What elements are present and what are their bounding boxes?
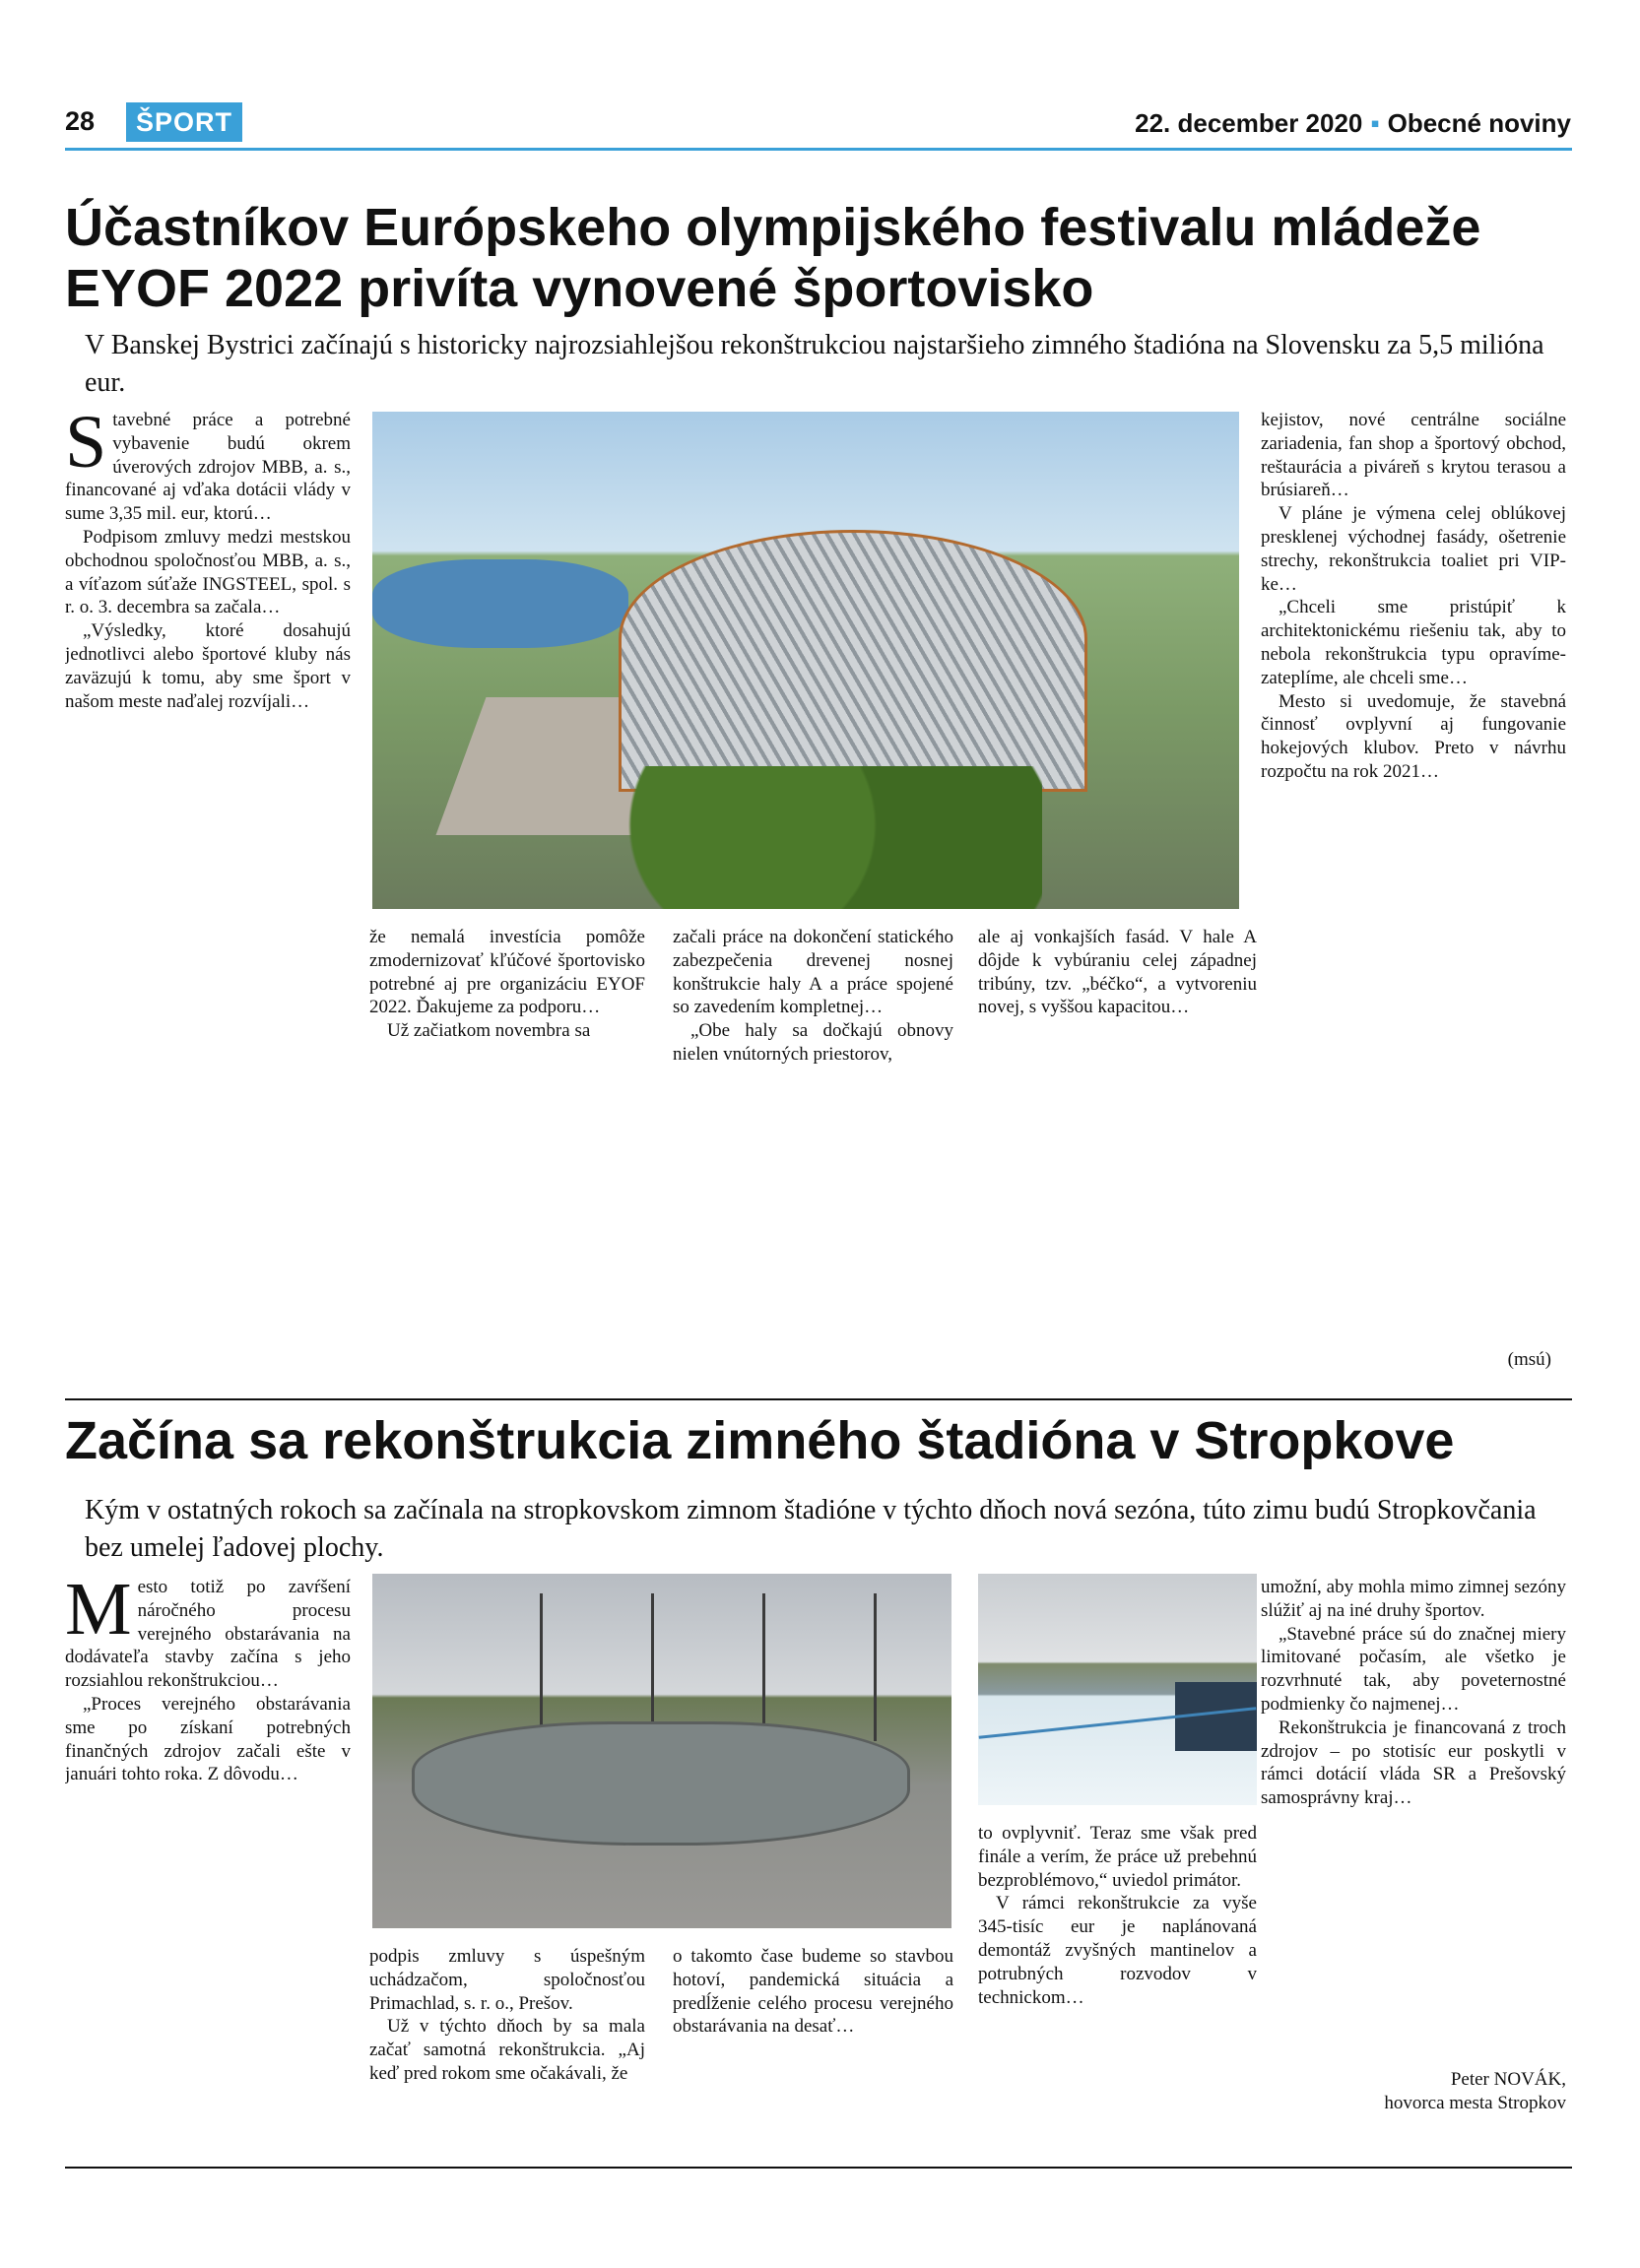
article2-col2-p2: Už v týchto dňoch by sa mala začať samotná rekonštrukcia. „Aj keď pred rokom sme očakávali, že: [369, 2016, 645, 2084]
article2-col2-p1: podpis zmluvy s úspešným uchádzačom, spoločnosťou Primachlad, s. r. o., Prešov.: [369, 1946, 645, 2014]
issue-date: 22. december 2020: [1135, 108, 1363, 138]
article1-col5-p3: „Chceli sme pristúpiť k architektonickému riešeniu tak, aby to nebola rekonštrukcia typu opravíme-zateplíme, ale chceli sme…: [1261, 597, 1566, 688]
article-divider: [65, 1398, 1572, 1400]
article2-author: [1261, 2068, 1566, 2115]
stadium-rink-photo: [372, 1574, 951, 1928]
issue-info: [1135, 108, 1571, 139]
article1-col5-p1: kejistov, nové centrálne sociálne zariadenia, fan shop a športový obchod, reštaurácia a piváreň s krytou terasou a brúsiareň…: [1261, 410, 1566, 501]
article1-col1-p3: „Výsledky, ktoré dosahujú jednotlivci alebo športové kluby nás zaväzujú k tomu, aby sme šport v našom meste naďalej rozvíjali…: [65, 620, 351, 712]
light-poles-shape: [431, 1593, 885, 1741]
article1-column-1: [65, 409, 351, 1403]
lake-shape: [372, 559, 628, 648]
trees-shape: [628, 766, 1042, 909]
article2-col5-p2: „Stavebné práce sú do značnej miery limitované počasím, ale všetko je rozvrhnuté tak, aby poveternostné podmienky čo najmenej…: [1261, 1623, 1566, 1715]
article1-col2-p2: Už začiatkom novembra sa: [387, 1020, 591, 1042]
article1-col3-p2: „Obe haly sa dočkajú obnovy nielen vnútorných priestorov,: [673, 1020, 953, 1065]
article1-col3-p1: začali práce na dokončení statického zabezpečenia drevenej nosnej konštrukcie haly A a práce spojené so zavedením kompletnej…: [673, 927, 953, 1018]
publication-name: Obecné noviny: [1387, 108, 1571, 138]
article2-lead: Kým v ostatných rokoch sa začínala na stropkovskom zimnom štadióne v týchto dňoch nová sezóna, túto zimu budú Stropkovčania bez umelej ľadovej plochy.: [85, 1495, 1537, 1563]
article2-column-5: [1261, 1576, 1566, 2088]
article1-dropcap: S: [65, 409, 107, 484]
article2-col4-p2: V rámci rekonštrukcie za vyše 345-tisíc eur je naplánovaná demontáž zvyšných mantinelov a potrubných rozvodov v technickom…: [978, 1893, 1257, 2008]
article2-col4-p1: to ovplyvniť. Teraz sme však pred finále a verím, že práce už prebehnú bezproblémovo,“ uviedol primátor.: [978, 1823, 1257, 1891]
footer-rule: [65, 2167, 1572, 2169]
article2-column-3: [673, 1945, 953, 2122]
separator-dot: ▪: [1370, 108, 1380, 138]
flooded-rink-shape: [412, 1721, 910, 1846]
page-number: 28: [65, 106, 96, 136]
article2-column-4: [978, 1822, 1257, 2117]
article1-col4-p1: ale aj vonkajších fasád. V hale A dôjde k vybúraniu celej západnej tribúny, tzv. „béčko“, a vytvoreniu novej, s vyššou kapacitou…: [978, 927, 1257, 1018]
author-name: Peter NOVÁK,: [1450, 2069, 1566, 2090]
article1-col1-p1: tavebné práce a potrebné vybavenie budú okrem úverových zdrojov MBB, a. s., financované aj vďaka dotácii vlády v sume 3,35 mil. eur, ktorú…: [65, 410, 351, 525]
ice-rink-photo: [978, 1574, 1257, 1805]
article2-col5-p3: Rekonštrukcia je financovaná z troch zdrojov – po stotisíc eur poskytli v rámci dotácií vláda SR a Prešovský samosprávny kraj…: [1261, 1717, 1566, 1809]
article1-column-2: [369, 926, 645, 1339]
article1-lead: V Banskej Bystrici začínajú s historicky najrozsiahlejšou rekonštrukciou najstaršieho zimného štadióna na Slovensku za 5,5 milióna eur.: [85, 330, 1544, 398]
article2-col1-p1: esto totiž po zavŕšení náročného procesu verejného obstarávania na dodávateľa stavby začína s jeho rozsiahlou rekonštrukciou…: [65, 1577, 351, 1692]
author-role: hovorca mesta Stropkov: [1384, 2093, 1566, 2113]
article1-signoff: (msú): [1507, 1349, 1551, 1370]
arena-roof-shape: [619, 530, 1087, 792]
article1-col1-p2: Podpisom zmluvy medzi mestskou obchodnou spoločnosťou MBB, a. s., a víťazom súťaže INGSTEEL, spol. s r. o. 3. decembra sa začala…: [65, 526, 351, 618]
article2-dropcap: M: [65, 1576, 132, 1651]
article1-col2-p1: že nemalá investícia pomôže zmodernizovať kľúčové športovisko potrebné aj pre organizáciu EYOF 2022. Ďakujeme za podporu…: [369, 927, 645, 1018]
article2-headline: Začína sa rekonštrukcia zimného štadióna v Stropkove: [65, 1411, 1455, 1470]
article2-column-1: [65, 1576, 351, 2107]
article1-col5-p4: Mesto si uvedomuje, že stavebná činnosť ovplyvní aj fungovanie hokejových klubov. Preto v návrhu rozpočtu na rok 2021…: [1261, 690, 1566, 782]
article2-col1-p2: „Proces verejného obstarávania sme po získaní potrebných finančných zdrojov začali ešte v januári tohto roka. Z dôvodu…: [65, 1693, 351, 1785]
article2-col5-p1: umožní, aby mohla mimo zimnej sezóny slúžiť aj na iné druhy športov.: [1261, 1577, 1566, 1621]
section-tag: ŠPORT: [126, 102, 242, 142]
header-rule: [65, 148, 1572, 151]
arena-rendering-image: [372, 412, 1239, 909]
article1-headline: Účastníkov Európskeho olympijského festivalu mládeže EYOF 2022 privíta vynovené športovisko: [65, 198, 1481, 318]
article2-col3-p1: o takomto čase budeme so stavbou hotoví, pandemická situácia a predĺženie celého procesu verejného obstarávania na desať…: [673, 1946, 953, 2038]
article1-column-5: [1261, 409, 1566, 1384]
article1-col5-p2: V pláne je výmena celej oblúkovej presklenej východnej fasády, ošetrenie strechy, rekonštrukcia toaliet pri VIP-ke…: [1261, 503, 1566, 595]
article1-column-3: [673, 926, 953, 1359]
article1-column-4: [978, 926, 1257, 1359]
article2-column-2: [369, 1945, 645, 2122]
